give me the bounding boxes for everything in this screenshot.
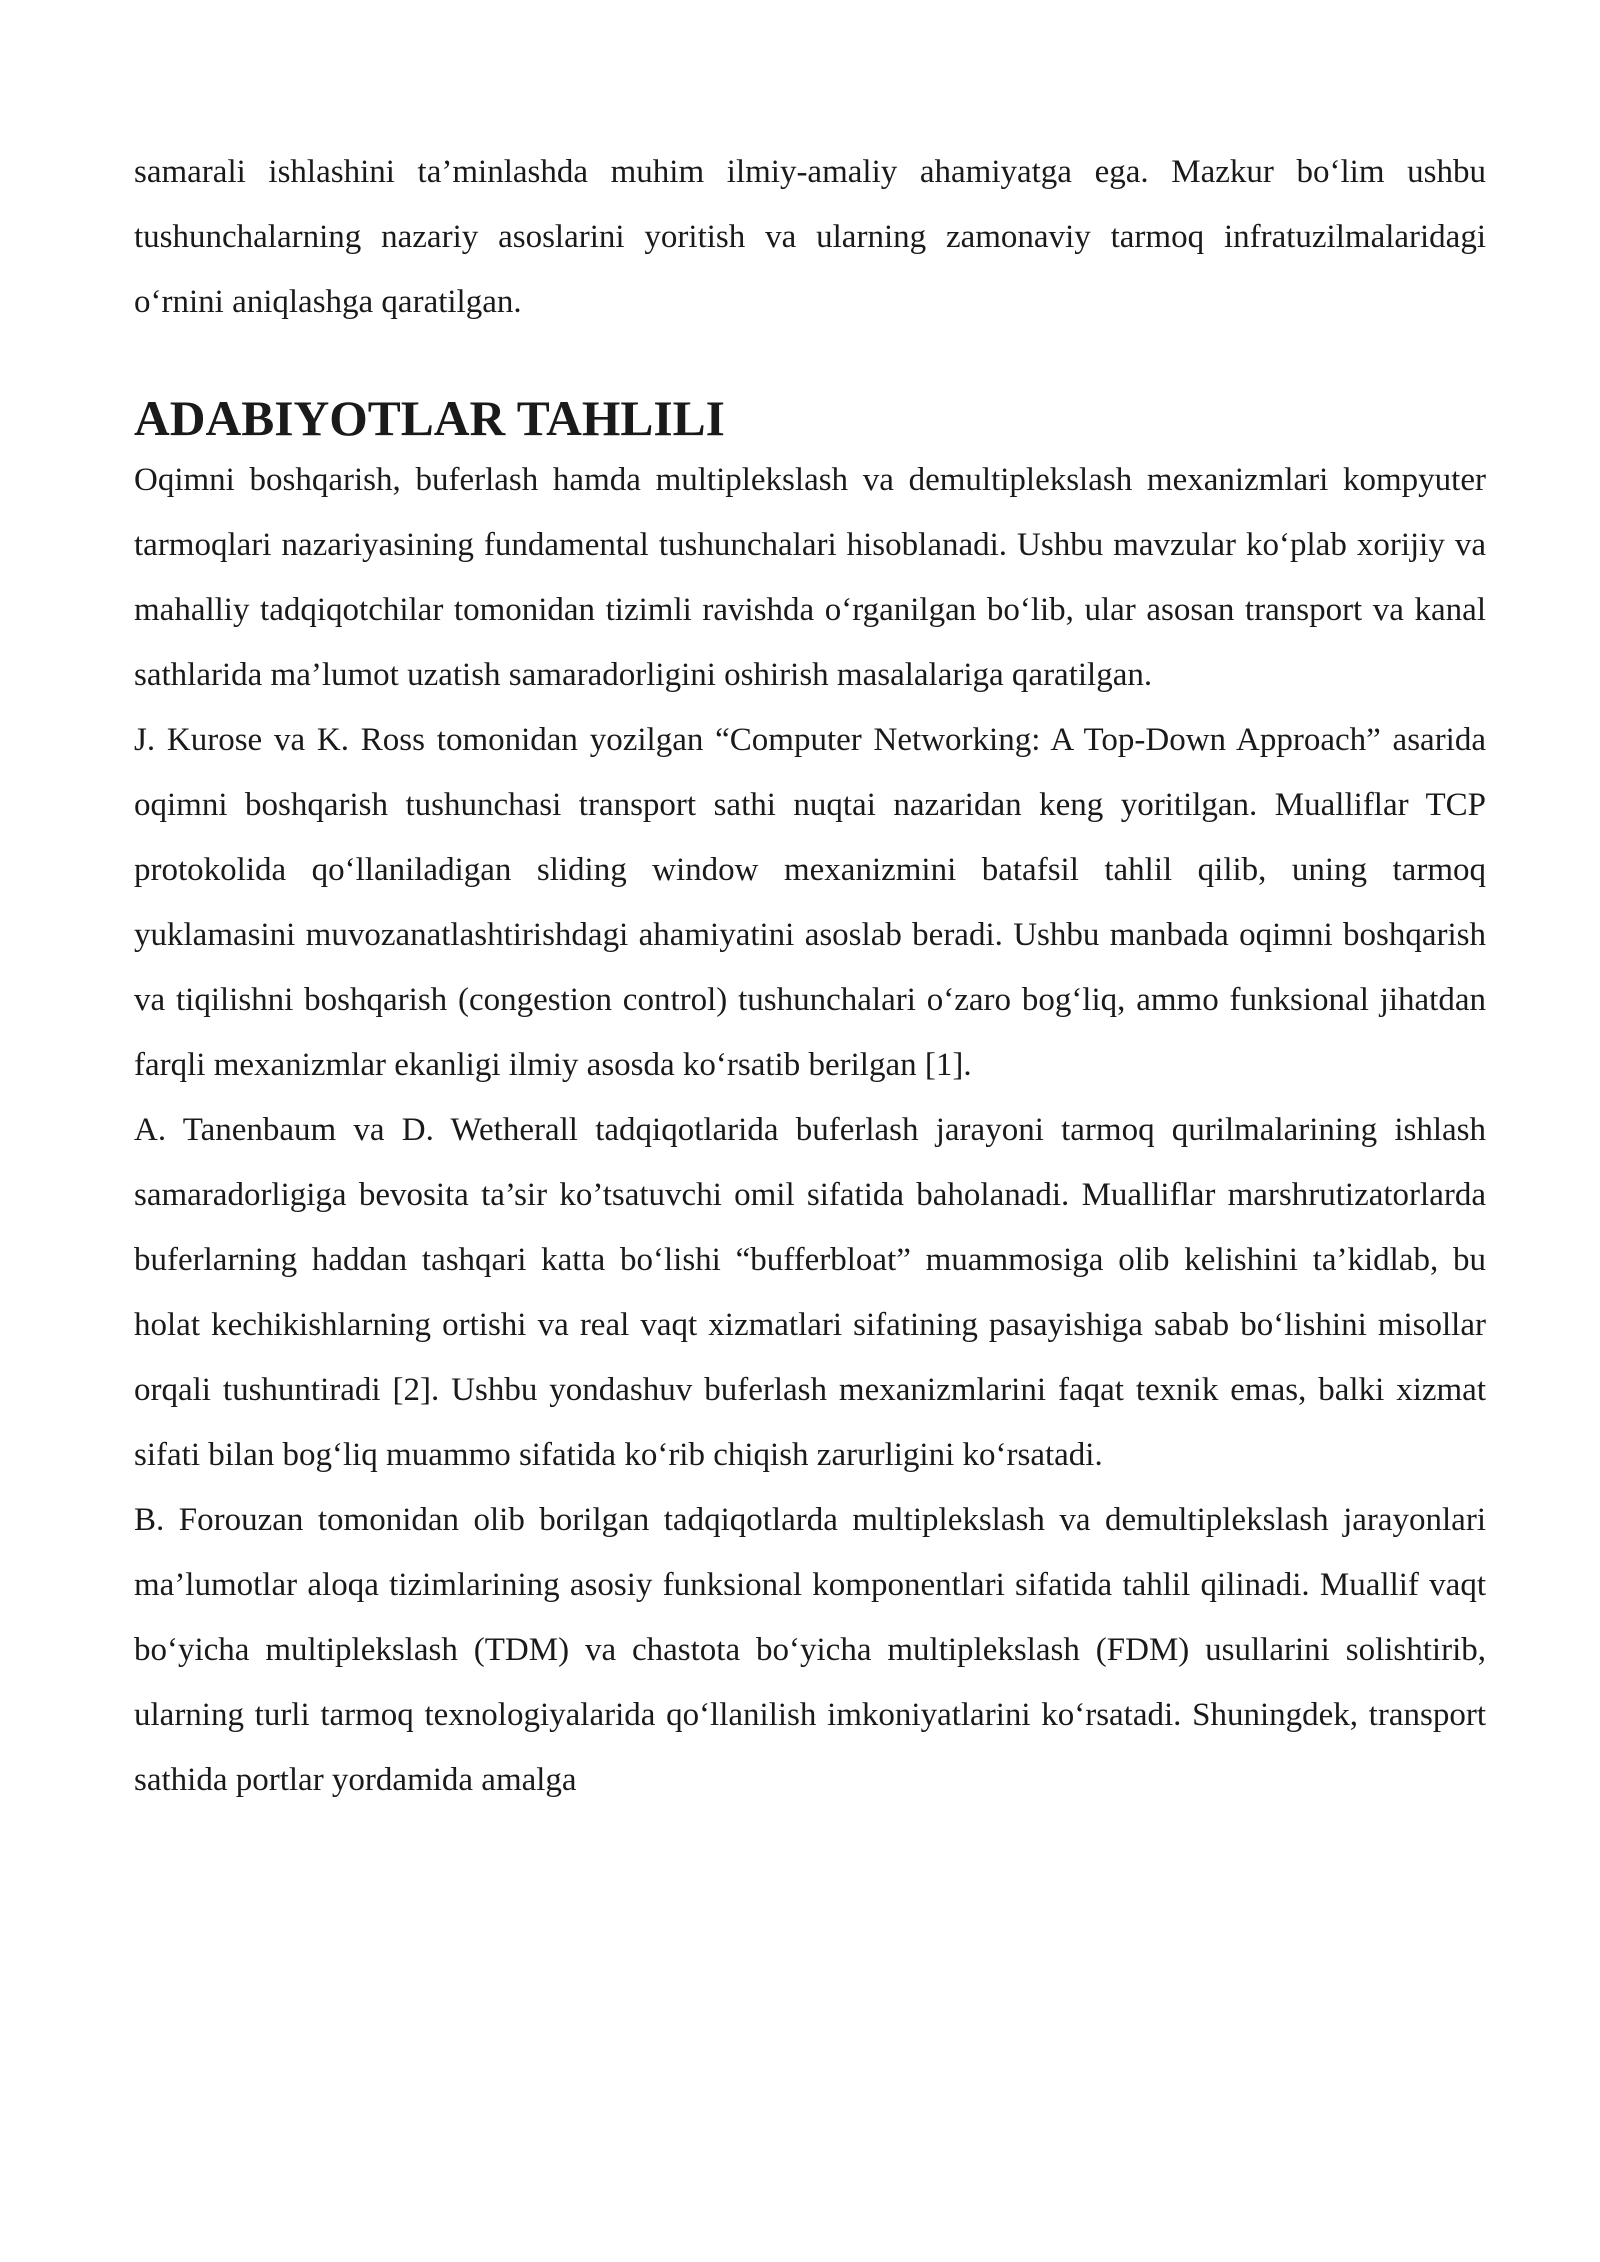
intro-paragraph-tail: samarali ishlashini ta’minlashda muhim ilmiy-amaliy ahamiyatga ega. Mazkur bo‘lim ushbu tushunchalarning nazariy asoslarini yoritish va ularning zamonaviy tarmoq infratuzilmalaridagi o‘rnini aniqlashga qaratilgan. — [134, 154, 1486, 320]
document-page — [134, 140, 1486, 1813]
paragraph-kurose-ross: J. Kurose va K. Ross tomonidan yozilgan “Computer Networking: A Top-Down Approach” asarida oqimni boshqarish tushunchasi transport sathi nuqtai nazaridan keng yoritilgan. Mualliflar TCP protokolida qo‘llaniladigan sliding window mexanizmini batafsil tahlil qilib, uning tarmoq yuklamasini muvozanatlashtirishdagi ahamiyatini asoslab beradi. Ushbu manbada oqimni boshqarish va tiqilishni boshqarish (congestion control) tushunchalari o‘zaro bog‘liq, ammo funksional jihatdan farqli mexanizmlar ekanligi ilmiy asosda ko‘rsatib berilgan [1]. — [134, 722, 1486, 1083]
section-heading: ADABIYOTLAR TAHLILI — [134, 391, 725, 446]
paragraph-forouzan: B. Forouzan tomonidan olib borilgan tadqiqotlarda multiplekslash va demultiplekslash jarayonlari ma’lumotlar aloqa tizimlarining asosiy funksional komponentlari sifatida tahlil qilinadi. Muallif vaqt bo‘yicha multiplekslash (TDM) va chastota bo‘yicha multiplekslash (FDM) usullarini solishtirib, ularning turli tarmoq texnologiyalarida qo‘llanilish imkoniyatlarini ko‘rsatadi. Shuningdek, transport sathida portlar yordamida amalga — [134, 1502, 1486, 1798]
paragraph-overview: Oqimni boshqarish, buferlash hamda multiplekslash va demultiplekslash mexanizmlari kompyuter tarmoqlari nazariyasining fundamental tushunchalari hisoblanadi. Ushbu mavzular ko‘plab xorijiy va mahalliy tadqiqotchilar tomonidan tizimli ravishda o‘rganilgan bo‘lib, ular asosan transport va kanal sathlarida ma’lumot uzatish samaradorligini oshirish masalalariga qaratilgan. — [134, 462, 1486, 693]
paragraph-tanenbaum-wetherall: A. Tanenbaum va D. Wetherall tadqiqotlarida buferlash jarayoni tarmoq qurilmalarining ishlash samaradorligiga bevosita ta’sir ko’tsatuvchi omil sifatida baholanadi. Mualliflar marshrutizatorlarda buferlarning haddan tashqari katta bo‘lishi “bufferbloat” muammosiga olib kelishini ta’kidlab, bu holat kechikishlarning ortishi va real vaqt xizmatlari sifatining pasayishiga sabab bo‘lishini misollar orqali tushuntiradi [2]. Ushbu yondashuv buferlash mexanizmlarini faqat texnik emas, balki xizmat sifati bilan bog‘liq muammo sifatida ko‘rib chiqish zarurligini ko‘rsatadi. — [134, 1112, 1486, 1473]
